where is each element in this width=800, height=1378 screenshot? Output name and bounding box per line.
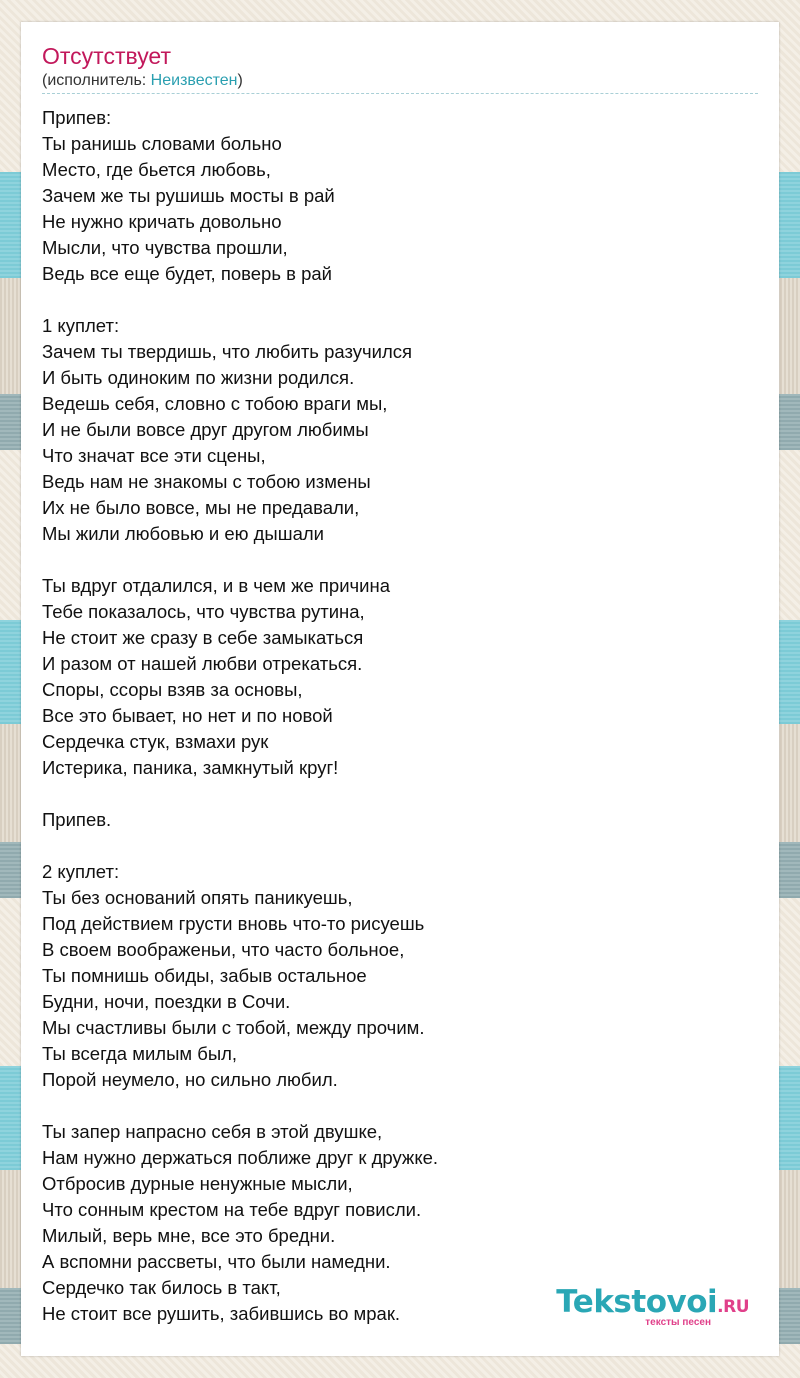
lyrics-blank-line <box>42 833 742 859</box>
lyrics-line: Место, где бьется любовь, <box>42 159 271 180</box>
lyrics-line: Ты помнишь обиды, забыв остальное <box>42 965 367 986</box>
lyrics-line: Мысли, что чувства прошли, <box>42 237 288 258</box>
lyrics-line: Их не было вовсе, мы не предавали, <box>42 497 360 518</box>
lyrics-line: Все это бывает, но нет и по новой <box>42 705 333 726</box>
lyrics-line: Сердечка стук, взмахи рук <box>42 731 269 752</box>
lyrics-blank-line <box>42 547 742 573</box>
logo-tld: .RU <box>717 1297 749 1317</box>
lyrics-line: Милый, верь мне, все это бредни. <box>42 1225 336 1246</box>
lyrics-line: Сердечко так билось в такт, <box>42 1277 281 1298</box>
lyrics-line: 2 куплет: <box>42 861 120 882</box>
site-logo[interactable] <box>544 1286 749 1330</box>
lyrics-line: Ты без оснований опять паникуешь, <box>42 887 353 908</box>
lyrics-line: Зачем же ты рушишь мосты в рай <box>42 185 335 206</box>
lyrics-line: Нам нужно держаться поближе друг к дружке. <box>42 1147 439 1168</box>
lyrics-line: Припев: <box>42 107 112 128</box>
lyrics-line: Не стоит же сразу в себе замыкаться <box>42 627 364 648</box>
header-divider <box>42 93 758 94</box>
lyrics-line: Мы жили любовью и ею дышали <box>42 523 324 544</box>
lyrics-blank-line <box>42 287 742 313</box>
lyrics-line: Что значат все эти сцены, <box>42 445 266 466</box>
lyrics-line: Ведь все еще будет, поверь в рай <box>42 263 332 284</box>
lyrics-line: И разом от нашей любви отрекаться. <box>42 653 363 674</box>
lyrics-line: Не нужно кричать довольно <box>42 211 282 232</box>
lyrics-line: И быть одиноким по жизни родился. <box>42 367 355 388</box>
lyrics-line: Ты ранишь словами больно <box>42 133 282 154</box>
artist-suffix: ) <box>237 72 243 89</box>
logo-tagline: тексты песен <box>645 1317 711 1328</box>
lyrics-line: Ведь нам не знакомы с тобою измены <box>42 471 371 492</box>
artist-prefix: (исполнитель: <box>42 72 151 89</box>
lyrics-line: Порой неумело, но сильно любил. <box>42 1069 338 1090</box>
lyrics-line: В своем воображеньи, что часто больное, <box>42 939 405 960</box>
lyrics-blank-line <box>42 781 742 807</box>
lyrics-line: И не были вовсе друг другом любимы <box>42 419 369 440</box>
lyrics-line: Под действием грусти вновь что-то рисуешь <box>42 913 425 934</box>
lyrics-line: 1 куплет: <box>42 315 120 336</box>
artist-line <box>42 72 243 90</box>
lyrics-line: Тебе показалось, что чувства рутина, <box>42 601 365 622</box>
lyrics-line: Отбросив дурные ненужные мысли, <box>42 1173 353 1194</box>
artist-link[interactable]: Неизвестен <box>150 72 238 89</box>
lyrics-line: А вспомни рассветы, что были намедни. <box>42 1251 391 1272</box>
lyrics-line: Споры, ссоры взяв за основы, <box>42 679 303 700</box>
lyrics-line: Зачем ты твердишь, что любить разучился <box>42 341 412 362</box>
lyrics-line: Припев. <box>42 809 112 830</box>
lyrics-line: Ты запер напрасно себя в этой двушке, <box>42 1121 383 1142</box>
lyrics-card <box>21 22 779 1356</box>
lyrics-line: Не стоит все рушить, забившись во мрак. <box>42 1303 401 1324</box>
lyrics-line: Ты вдруг отдалился, и в чем же причина <box>42 575 391 596</box>
lyrics-text <box>42 105 742 1327</box>
song-title: Отсутствует <box>42 43 171 69</box>
lyrics-blank-line <box>42 1093 742 1119</box>
lyrics-line: Ты всегда милым был, <box>42 1043 238 1064</box>
lyrics-line: Истерика, паника, замкнутый круг! <box>42 757 339 778</box>
lyrics-line: Мы счастливы были с тобой, между прочим. <box>42 1017 425 1038</box>
logo-brand: Tekstovoi.RU <box>556 1284 749 1320</box>
lyrics-line: Ведешь себя, словно с тобою враги мы, <box>42 393 388 414</box>
lyrics-line: Что сонным крестом на тебе вдруг повисли. <box>42 1199 422 1220</box>
lyrics-line: Будни, ночи, поездки в Сочи. <box>42 991 291 1012</box>
